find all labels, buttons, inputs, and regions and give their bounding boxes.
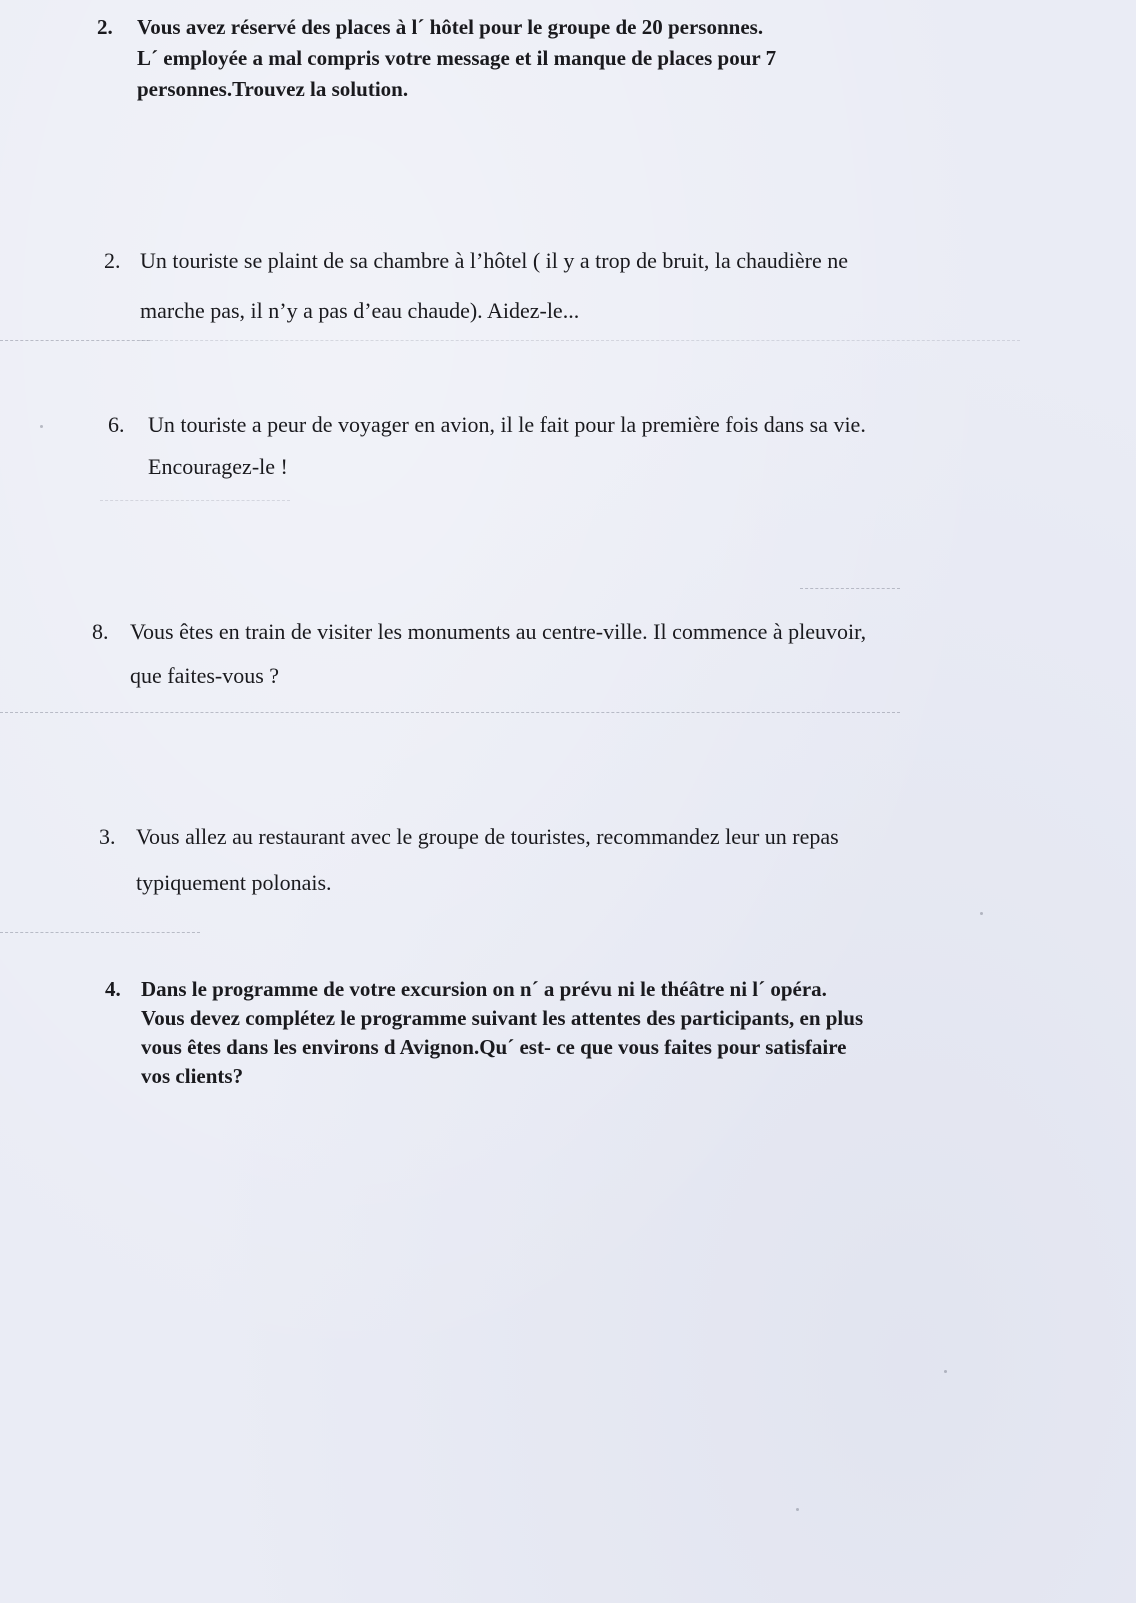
question-text bbox=[140, 236, 848, 336]
question-text bbox=[130, 610, 866, 698]
scan-speck bbox=[980, 912, 983, 915]
question-line: Un touriste se plaint de sa chambre à l’hôtel ( il y a trop de bruit, la chaudière ne bbox=[140, 248, 849, 273]
question-line: marche pas, il n’y a pas d’eau chaude). Aidez-le... bbox=[140, 298, 580, 323]
question-line: vos clients? bbox=[141, 1064, 244, 1088]
question-number: 4. bbox=[105, 977, 121, 1001]
scan-rule bbox=[100, 500, 290, 501]
question-text bbox=[141, 975, 863, 1091]
question-number: 6. bbox=[108, 412, 125, 437]
question-line: Vous allez au restaurant avec le groupe de touristes, recommandez leur un repas bbox=[136, 824, 839, 849]
question-number: 2. bbox=[104, 248, 121, 273]
question-rain-downtown bbox=[92, 610, 866, 698]
question-excursion-program bbox=[105, 975, 863, 1091]
question-fear-of-flying bbox=[108, 404, 866, 488]
question-text bbox=[148, 404, 866, 488]
scan-rule bbox=[800, 588, 900, 589]
question-number: 3. bbox=[99, 824, 116, 849]
question-text bbox=[136, 814, 839, 906]
question-restaurant-meal bbox=[99, 814, 839, 906]
question-line: Vous avez réservé des places à l´ hôtel pour le groupe de 20 personnes. bbox=[137, 15, 764, 39]
question-line: Un touriste a peur de voyager en avion, il le fait pour la première fois dans sa vie. bbox=[148, 412, 866, 437]
scan-rule bbox=[0, 340, 150, 341]
question-line: L´ employée a mal compris votre message et il manque de places pour 7 bbox=[137, 46, 777, 70]
scan-speck bbox=[796, 1508, 799, 1511]
question-line: que faites-vous ? bbox=[130, 663, 280, 688]
question-number: 8. bbox=[92, 619, 109, 644]
scan-rule bbox=[140, 340, 1020, 341]
scan-rule bbox=[0, 932, 200, 933]
question-line: vous êtes dans les environs d Avignon.Qu´ est- ce que vous faites pour satisfaire bbox=[141, 1035, 847, 1059]
question-text bbox=[137, 12, 776, 105]
scan-rule bbox=[0, 712, 900, 713]
scan-speck bbox=[40, 425, 43, 428]
question-line: typiquement polonais. bbox=[136, 870, 332, 895]
scan-speck bbox=[944, 1370, 947, 1373]
question-line: Vous devez complétez le programme suivant les attentes des participants, en plus bbox=[141, 1006, 864, 1030]
question-number: 2. bbox=[97, 15, 113, 39]
question-line: Encouragez-le ! bbox=[148, 454, 288, 479]
question-hotel-reservation bbox=[97, 12, 776, 105]
question-line: Dans le programme de votre excursion on n´ a prévu ni le théâtre ni l´ opéra. bbox=[141, 977, 827, 1001]
question-line: personnes.Trouvez la solution. bbox=[137, 77, 409, 101]
question-line: Vous êtes en train de visiter les monuments au centre-ville. Il commence à pleuvoir, bbox=[130, 619, 867, 644]
question-room-complaint bbox=[104, 236, 848, 336]
